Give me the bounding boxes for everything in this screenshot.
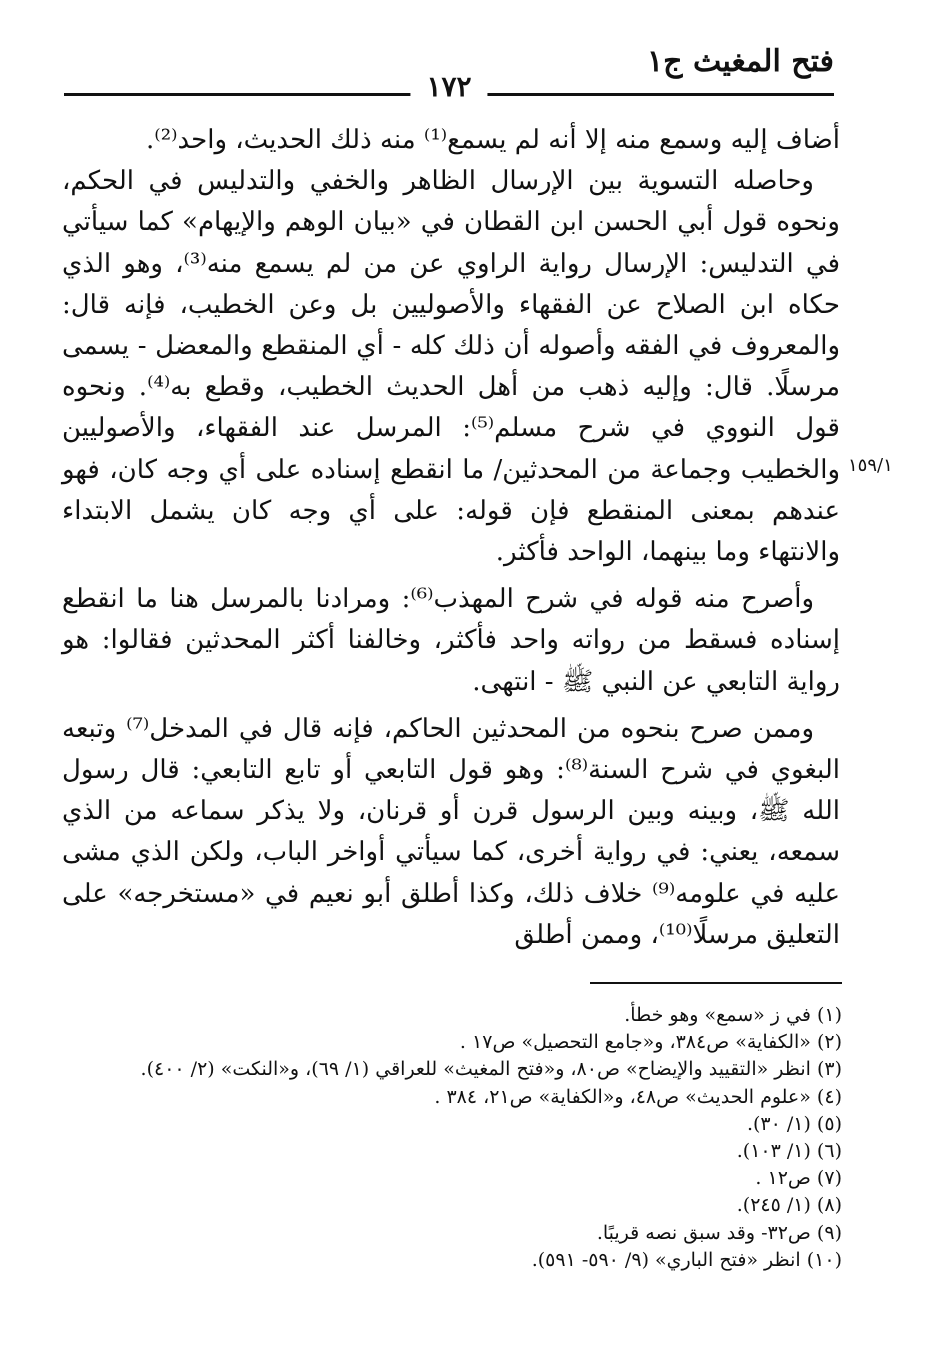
paragraph: وممن صرح بنحوه من المحدثين الحاكم، فإنه قال في المدخل⁽⁷⁾ وتبعه البغوي في شرح السنة⁽⁸⁾: وهو قول التابعي أو تابع التابعي: قال رسول الله ﷺ، وبينه وبين الرسول قرن أو قرنان، ولا يذكر سماعه من الذي سمعه، يعني: في رواية أخرى، كما سيأتي أواخر الباب، ولكن الذي مشى عليه في علومه⁽⁹⁾ خلاف ذلك، وكذا أطلق أبو نعيم في «مستخرجه» على التعليق مرسلًا⁽¹⁰⁾، وممن أطلق bbox=[62, 713, 840, 950]
footnotes bbox=[62, 1002, 842, 1274]
footnote: (٢) «الكفاية» ص٣٨٤، و«جامع التحصيل» ص١٧ . bbox=[459, 1031, 842, 1054]
margin-page-reference: ١٥٩/١ bbox=[848, 455, 893, 476]
footnote: (٦) (١/ ١٠٣). bbox=[736, 1140, 842, 1163]
paragraph: وحاصله التسوية بين الإرسال الظاهر والخفي والتدليس في الحكم، ونحوه قول أبي الحسن ابن القطان في «بيان الوهم والإيهام» كما سيأتي في التدليس: الإرسال رواية الراوي عن من لم يسمع منه⁽³⁾، وهو الذي حكاه ابن الصلاح عن الفقهاء والأصوليين بل وعن الخطيب، فإنه قال: والمعروف في الفقه وأصوله أن ذلك كله - أي المنقطع والمعضل - يسمى مرسلًا. قال: وإليه ذهب من أهل الحديث الخطيب، وقطع به⁽⁴⁾. ونحوه قول النووي في شرح مسلم⁽⁵⁾: المرسل عند الفقهاء، والأصوليين والخطيب وجماعة من المحدثين/ ما انقطع إسناده على أي وجه كان، فهو عندهم بمعنى المنقطع فإن قوله: على أي وجه كان يشمل الابتداء والانتهاء وما بينهما، الواحد فأكثر. bbox=[62, 166, 840, 568]
page-header bbox=[64, 38, 834, 108]
footnote-separator bbox=[590, 982, 842, 984]
footnote: (١) في ز «سمع» وهو خطأ. bbox=[624, 1004, 842, 1026]
paragraph: أضاف إليه وسمع منه إلا أنه لم يسمع⁽¹⁾ منه ذلك الحديث، واحد⁽²⁾. bbox=[146, 125, 840, 155]
footnote: (٣) انظر «التقييد والإيضاح» ص٨٠، و«فتح المغيث» للعراقي (١/ ٦٩)، و«النكت» (٢/ ٤٠٠). bbox=[140, 1058, 842, 1081]
footnote: (٤) «علوم الحديث» ص٤٨، و«الكفاية» ص٢١، ٣٨٤ . bbox=[434, 1085, 842, 1108]
footnote: (١٠) انظر «فتح الباري» (٩/ ٥٩٠- ٥٩١). bbox=[531, 1248, 842, 1271]
paragraph: وأصرح منه قوله في شرح المهذب⁽⁶⁾: ومرادنا بالمرسل هنا ما انقطع إسناده فسقط من رواته واحد فأكثر، وخالفنا أكثر المحدثين فقالوا: هو رواية التابعي عن النبي ﷺ - انتهى. bbox=[62, 584, 840, 697]
footnote: (٩) ص٣٢- وقد سبق نصه قريبًا. bbox=[596, 1221, 842, 1244]
book-title: فتح المغيث ج١ bbox=[647, 44, 834, 79]
page-number: ١٧٢ bbox=[410, 73, 487, 101]
footnote: (٧) ص١٢ . bbox=[755, 1167, 842, 1190]
footnote: (٥) (١/ ٣٠). bbox=[746, 1112, 842, 1135]
footnote: (٨) (١/ ٢٤٥). bbox=[736, 1194, 842, 1217]
main-text bbox=[62, 120, 840, 956]
